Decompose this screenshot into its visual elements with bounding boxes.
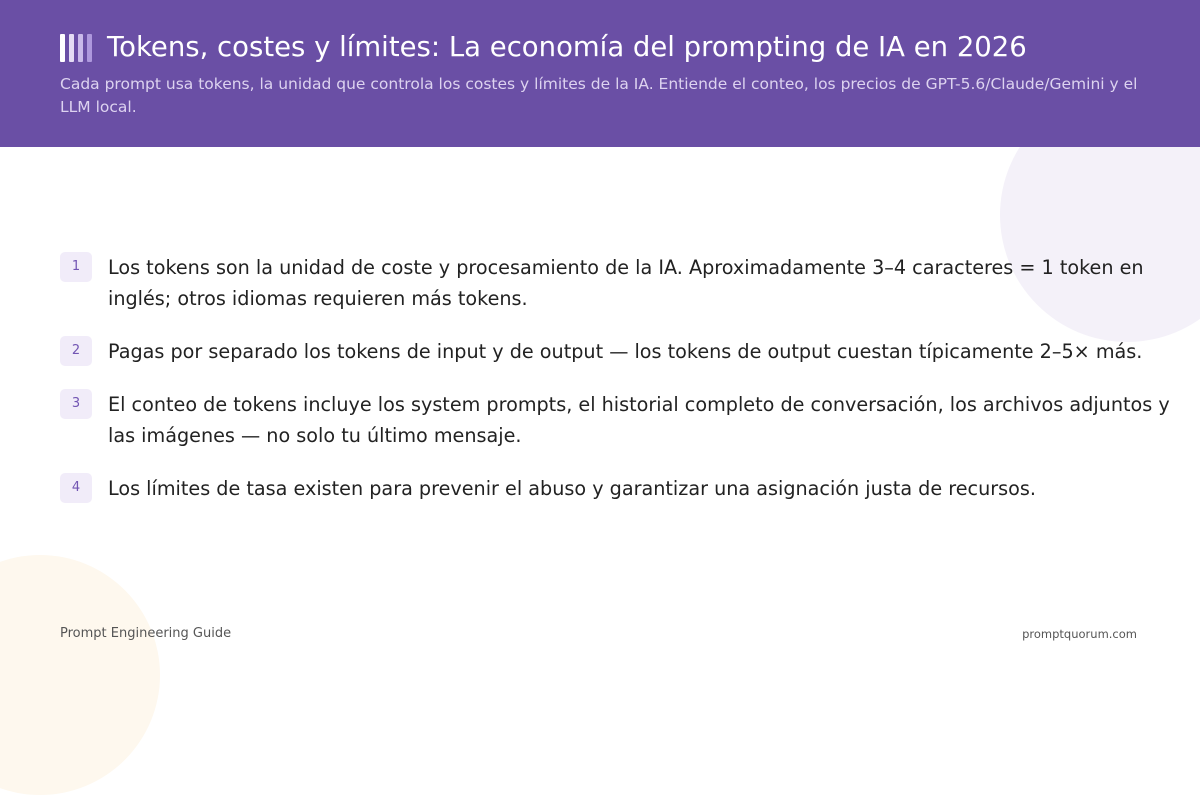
footer-guide-label: Prompt Engineering Guide [60,626,232,641]
key-points-list [60,252,1170,526]
number-badge: 2 [60,336,92,366]
list-item-text: El conteo de tokens incluye los system prompts, el historial completo de conversación, los archivos adjuntos y las imágenes — no solo tu último mensaje. [108,393,1170,447]
list-item-text: Pagas por separado los tokens de input y de output — los tokens de output cuestan típicamente 2–5× más. [108,340,1143,363]
footer-site-link[interactable]: promptquorum.com [1022,627,1137,641]
decorative-circle-left [0,555,160,795]
list-item [60,473,1170,504]
logo-bar-4 [87,34,92,62]
list-item [60,336,1170,367]
number-badge: 1 [60,252,92,282]
page-title: Tokens, costes y límites: La economía del prompting de IA en 2026 [107,31,1027,63]
page-subtitle: Cada prompt usa tokens, la unidad que controla los costes y límites de la IA. Entiende el conteo, los precios de GPT-5.6/Claude/Gemini y el LLM local. [60,75,1138,116]
number-badge: 4 [60,473,92,503]
header-banner [0,0,1200,147]
number-badge: 3 [60,389,92,419]
list-item-text: Los límites de tasa existen para prevenir el abuso y garantizar una asignación justa de recursos. [108,477,1036,500]
logo-bar-3 [78,34,83,62]
logo-bar-2 [69,34,74,62]
list-item [60,252,1170,314]
bars-logo-icon [60,34,94,62]
list-item [60,389,1170,451]
logo-bar-1 [60,34,65,62]
list-item-text: Los tokens son la unidad de coste y procesamiento de la IA. Aproximadamente 3–4 caracteres = 1 token en inglés; otros idiomas requieren más tokens. [108,256,1144,310]
